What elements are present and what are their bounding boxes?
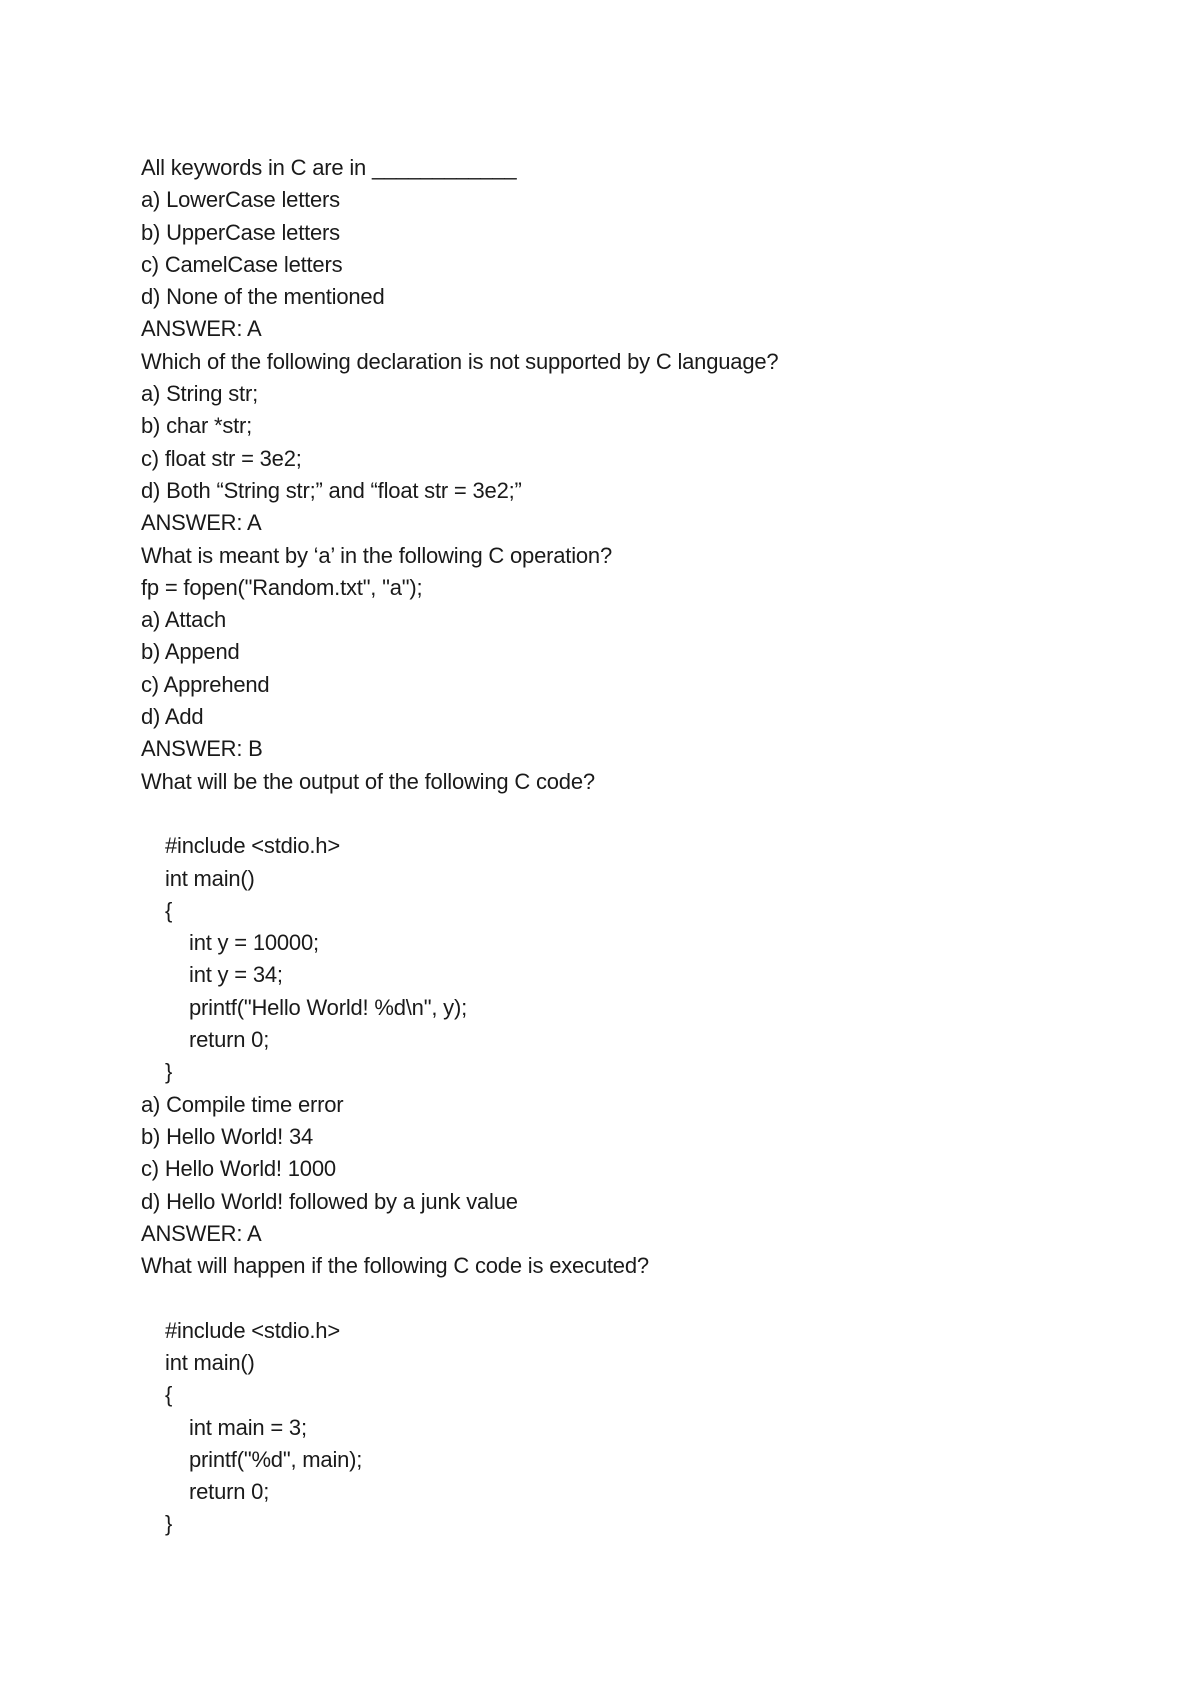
option-d: d) Add	[141, 704, 204, 730]
code-line: #include <stdio.h>	[165, 833, 340, 859]
option-c: c) Hello World! 1000	[141, 1156, 336, 1182]
answer-text: ANSWER: A	[141, 316, 262, 342]
option-a: a) Attach	[141, 607, 227, 633]
code-line: int y = 10000;	[189, 930, 319, 956]
answer-text: ANSWER: A	[141, 1220, 262, 1246]
option-d: d) Hello World! followed by a junk value	[141, 1188, 518, 1214]
code-line: return 0;	[189, 1027, 270, 1053]
code-line: printf("%d", main);	[189, 1446, 363, 1472]
answer-text: ANSWER: A	[141, 510, 262, 536]
code-line: int main()	[165, 865, 255, 891]
option-b: b) Append	[141, 639, 240, 665]
blank-line	[141, 798, 1101, 830]
option-b: b) Hello World! 34	[141, 1123, 314, 1149]
code-line: #include <stdio.h>	[165, 1317, 340, 1343]
code-line: {	[165, 1382, 173, 1408]
question-text: What will be the output of the following C code?	[141, 768, 595, 794]
code-line: fp = fopen("Random.txt", "a");	[141, 574, 423, 600]
code-line: printf("Hello World! %d\n", y);	[189, 994, 467, 1020]
option-c: c) float str = 3e2;	[141, 445, 302, 471]
code-line: {	[165, 897, 173, 923]
option-a: a) LowerCase letters	[141, 187, 340, 213]
code-line: return 0;	[189, 1479, 270, 1505]
option-c: c) CamelCase letters	[141, 251, 343, 277]
code-line: }	[165, 1511, 173, 1537]
code-line: int main()	[165, 1349, 255, 1375]
option-c: c) Apprehend	[141, 671, 270, 697]
question-text: What will happen if the following C code is executed?	[141, 1253, 649, 1279]
blank-line	[141, 1282, 1101, 1314]
option-d: d) Both “String str;” and “float str = 3e2;”	[141, 477, 522, 503]
question-text: What is meant by ‘a’ in the following C operation?	[141, 542, 612, 568]
code-line: int y = 34;	[189, 962, 283, 988]
answer-text: ANSWER: B	[141, 736, 263, 762]
option-d: d) None of the mentioned	[141, 284, 385, 310]
document-page	[141, 152, 1101, 1541]
question-text: Which of the following declaration is not supported by C language?	[141, 348, 779, 374]
option-b: b) UpperCase letters	[141, 219, 340, 245]
option-a: a) String str;	[141, 381, 259, 407]
code-line: int main = 3;	[189, 1414, 307, 1440]
option-a: a) Compile time error	[141, 1091, 344, 1117]
code-line: }	[165, 1059, 173, 1085]
question-text: All keywords in C are in ____________	[141, 155, 517, 180]
option-b: b) char *str;	[141, 413, 253, 439]
